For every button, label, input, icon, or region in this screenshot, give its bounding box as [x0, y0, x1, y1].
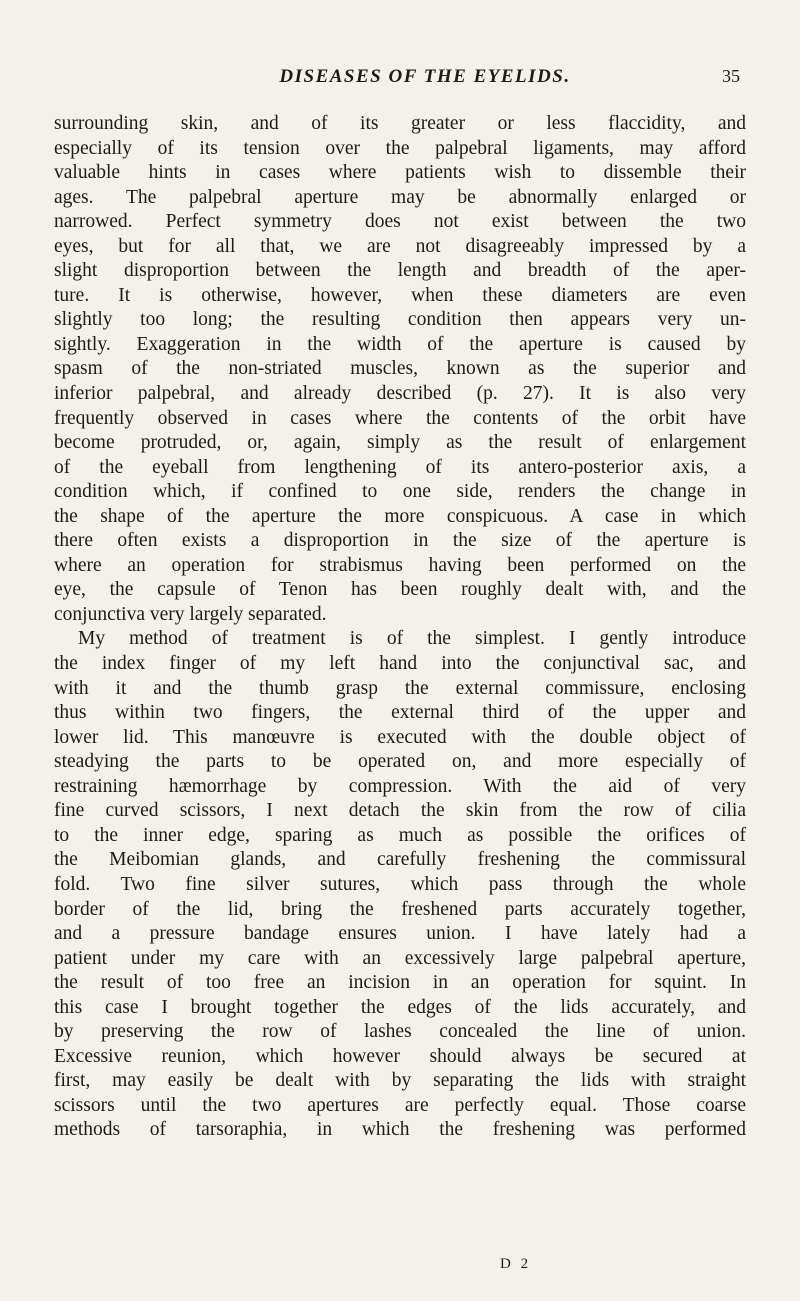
text-line: of the eyeball from lengthening of its antero-posterior axis, a — [54, 456, 746, 478]
text-line: methods of tarsoraphia, in which the freshening was performed — [54, 1119, 746, 1141]
text-line: restraining hæmorrhage by compression. With the aid of very — [54, 775, 746, 797]
running-title: DISEASES OF THE EYELIDS. — [279, 66, 571, 87]
page-number: 35 — [722, 66, 740, 86]
text-line: sightly. Exaggeration in the width of the aperture is caused by — [54, 333, 746, 355]
text-line: spasm of the non-striated muscles, known as the superior and — [54, 358, 746, 380]
text-line: and a pressure bandage ensures union. I have lately had a — [54, 923, 746, 945]
text-line: Excessive reunion, which however should always be secured at — [54, 1045, 746, 1067]
text-line: to the inner edge, sparing as much as possible the orifices of — [54, 824, 746, 846]
text-line: especially of its tension over the palpebral ligaments, may afford — [54, 137, 746, 159]
text-line: scissors until the two apertures are perfectly equal. Those coarse — [54, 1094, 746, 1116]
text-line: the Meibomian glands, and carefully freshening the commissural — [54, 849, 746, 871]
text-line: the result of too free an incision in an operation for squint. In — [54, 972, 746, 994]
body-text — [54, 112, 746, 1143]
text-line: the index finger of my left hand into the conjunctival sac, and — [54, 653, 746, 675]
text-line: steadying the parts to be operated on, and more especially of — [54, 751, 746, 773]
text-line: where an operation for strabismus having been performed on the — [54, 554, 746, 576]
text-line: frequently observed in cases where the contents of the orbit have — [54, 407, 746, 429]
text-line: border of the lid, bring the freshened parts accurately together, — [54, 898, 746, 920]
text-line: ture. It is otherwise, however, when these diameters are even — [54, 284, 746, 306]
text-line: inferior palpebral, and already described (p. 27). It is also very — [54, 383, 746, 405]
text-line: lower lid. This manœuvre is executed with the double object of — [54, 726, 746, 748]
text-line: conjunctiva very largely separated. — [54, 603, 327, 625]
text-line: become protruded, or, again, simply as the result of enlargement — [54, 432, 746, 454]
running-head — [110, 66, 740, 90]
text-line: the shape of the aperture the more conspicuous. A case in which — [54, 505, 746, 527]
text-line: valuable hints in cases where patients wish to dissemble their — [54, 162, 746, 184]
text-line: there often exists a disproportion in the size of the aperture is — [54, 530, 746, 552]
text-line: My method of treatment is of the simplest. I gently introduce — [78, 628, 746, 650]
text-line: by preserving the row of lashes concealed the line of union. — [54, 1021, 746, 1043]
text-line: slight disproportion between the length and breadth of the aper- — [54, 260, 746, 282]
text-line: eyes, but for all that, we are not disagreeably impressed by a — [54, 235, 746, 257]
text-line: ages. The palpebral aperture may be abnormally enlarged or — [54, 186, 746, 208]
text-line: with it and the thumb grasp the external commissure, enclosing — [54, 677, 746, 699]
signature-mark: D 2 — [500, 1256, 532, 1272]
text-line: patient under my care with an excessively large palpebral aperture, — [54, 947, 746, 969]
text-line: this case I brought together the edges of the lids accurately, and — [54, 996, 746, 1018]
text-line: thus within two fingers, the external third of the upper and — [54, 702, 746, 724]
text-line: first, may easily be dealt with by separating the lids with straight — [54, 1070, 746, 1092]
text-line: eye, the capsule of Tenon has been roughly dealt with, and the — [54, 579, 746, 601]
text-line: fold. Two fine silver sutures, which pass through the whole — [54, 873, 746, 895]
text-line: surrounding skin, and of its greater or less flaccidity, and — [54, 113, 746, 134]
text-line: condition which, if confined to one side, renders the change in — [54, 481, 746, 503]
text-line: fine curved scissors, I next detach the skin from the row of cilia — [54, 800, 746, 822]
text-line: slightly too long; the resulting condition then appears very un- — [54, 309, 746, 331]
text-line: narrowed. Perfect symmetry does not exist between the two — [54, 211, 746, 233]
